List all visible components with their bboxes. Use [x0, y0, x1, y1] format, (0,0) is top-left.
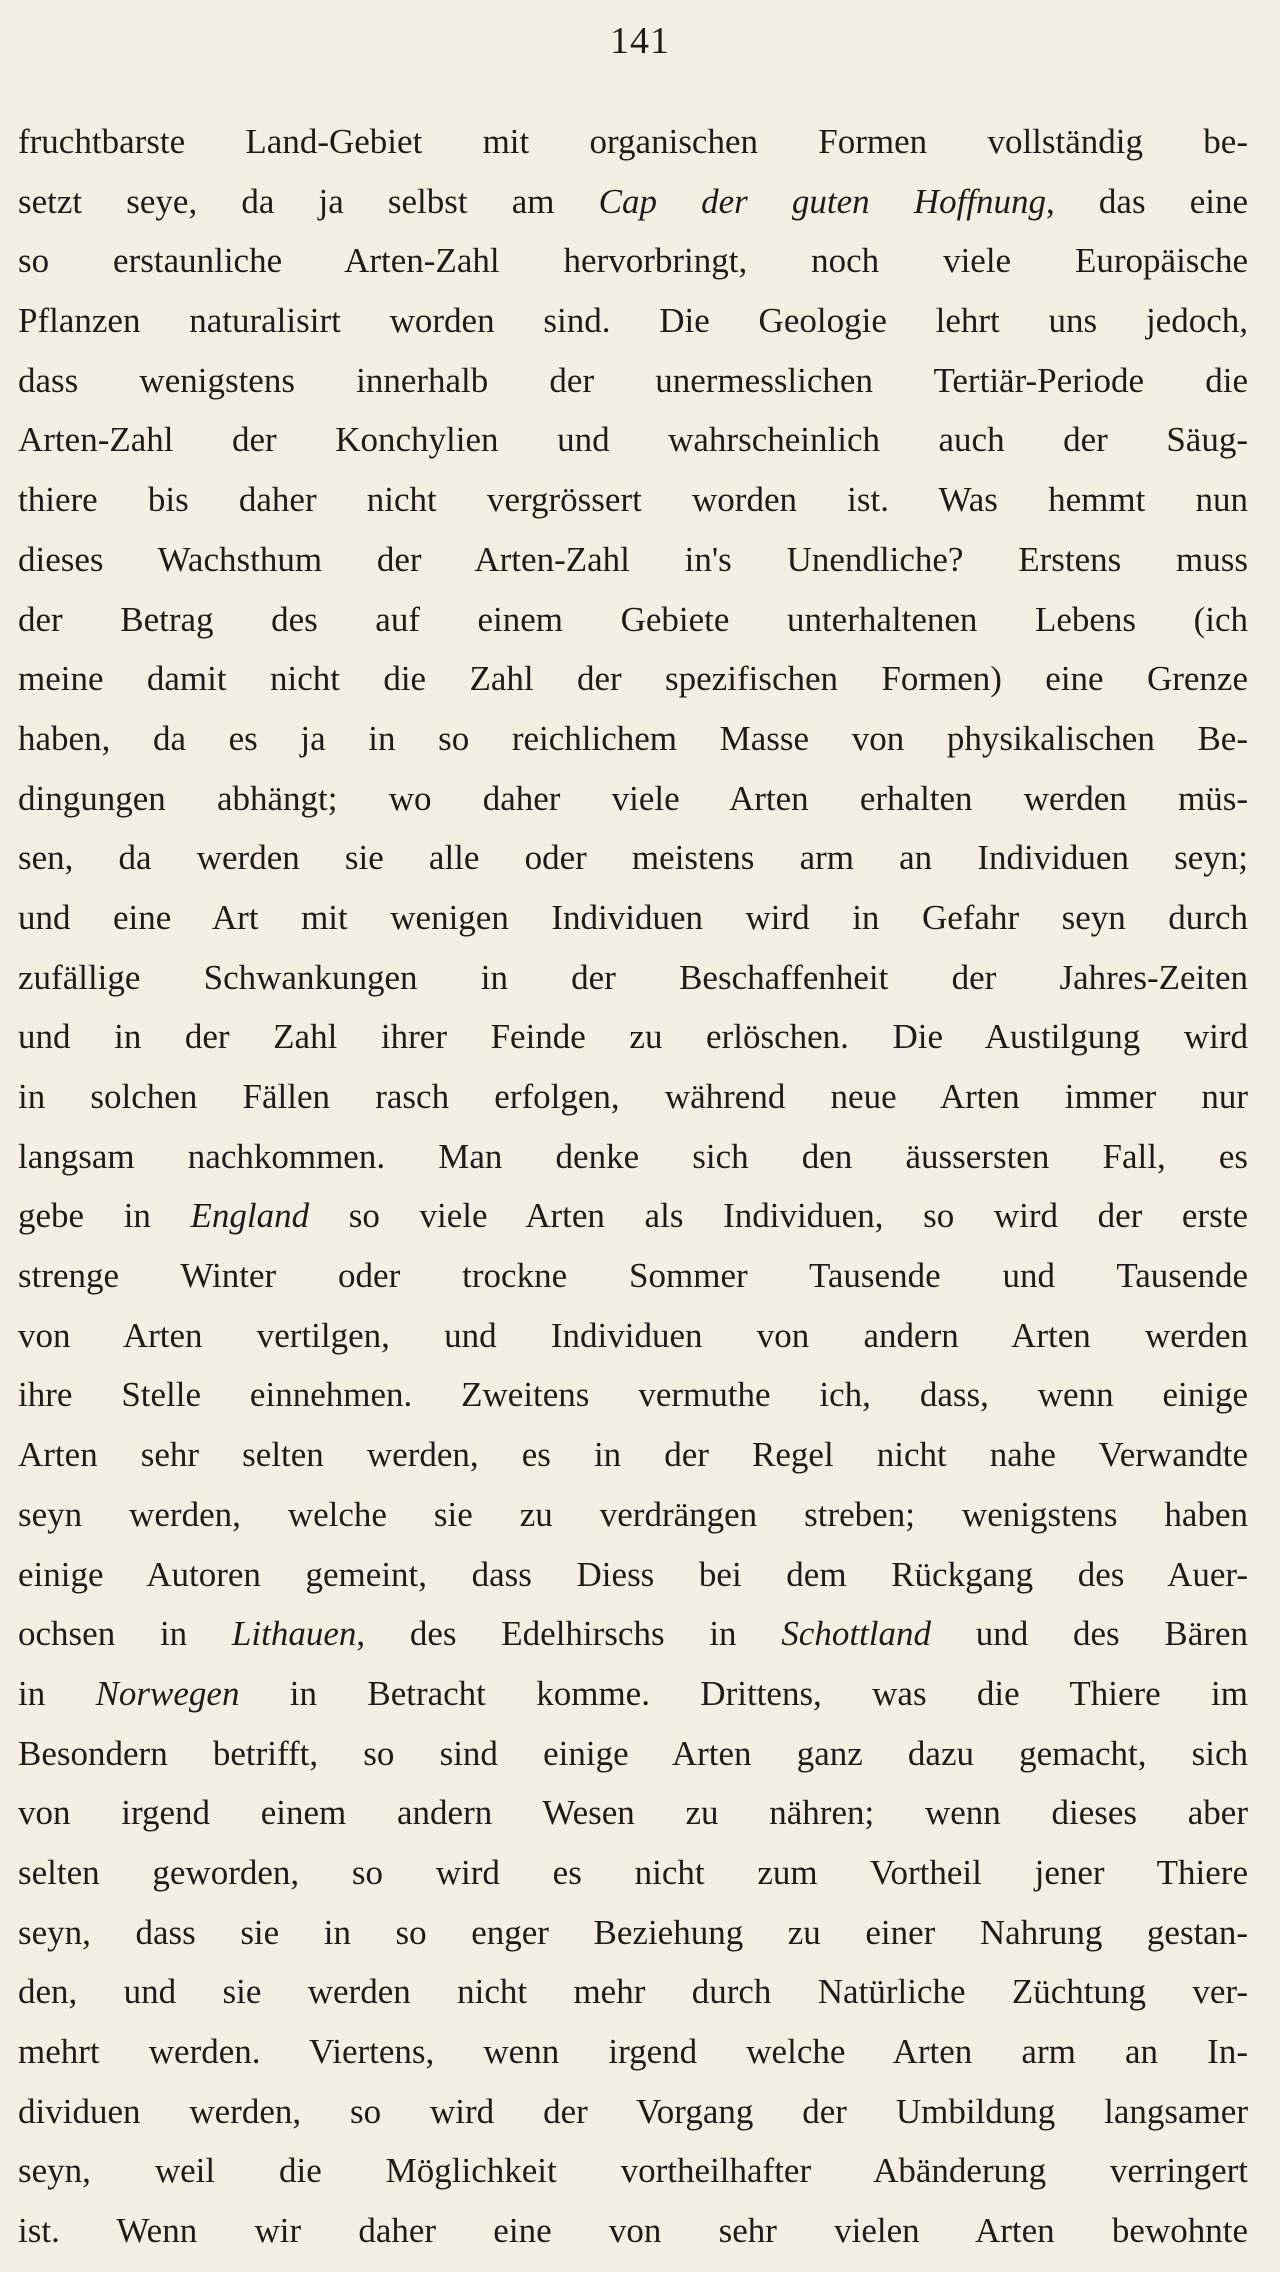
text-segment: setzt seye, da ja selbst am — [18, 181, 599, 221]
italic-phrase: Cap der guten Hoffnung — [598, 181, 1047, 221]
text-segment: seyn, dass sie in so enger Beziehung zu einer Nahrung gestan- — [18, 1912, 1248, 1952]
text-line — [18, 470, 1248, 530]
text-line — [18, 1903, 1248, 1963]
text-line — [18, 2022, 1248, 2082]
text-segment: dieses Wachsthum der Arten-Zahl in's Unendliche? Erstens muss — [18, 539, 1248, 579]
text-segment: mehrt werden. Viertens, wenn irgend welche Arten arm an In- — [18, 2032, 1248, 2071]
text-segment: strenge Winter oder trockne Sommer Tausende und Tausende — [18, 1256, 1248, 1296]
text-line — [18, 291, 1248, 351]
text-segment: in solchen Fällen rasch erfolgen, während neue Arten immer nur — [18, 1077, 1248, 1116]
italic-phrase: Schottland — [781, 1614, 932, 1654]
text-segment: so viele Arten als Individuen, so wird der erste — [309, 1196, 1248, 1236]
text-line — [18, 649, 1248, 709]
text-line — [18, 2201, 1248, 2261]
text-line — [18, 1545, 1248, 1605]
text-segment: zufällige Schwankungen in der Beschaffenheit der Jahres-Zeiten — [18, 957, 1248, 997]
text-line — [18, 1365, 1248, 1425]
italic-phrase: Norwegen — [95, 1673, 240, 1713]
text-line — [18, 769, 1248, 829]
text-segment: sen, da werden sie alle oder meistens arm an Individuen seyn; — [18, 838, 1248, 878]
text-line — [18, 1306, 1248, 1366]
text-segment: den, und sie werden nicht mehr durch Natürliche Züchtung ver- — [18, 1972, 1248, 2012]
text-segment: Besondern betrifft, so sind einige Arten ganz dazu gemacht, sich — [18, 1733, 1248, 1773]
text-segment: von irgend einem andern Wesen zu nähren; wenn dieses aber — [18, 1793, 1248, 1833]
text-segment: seyn werden, welche sie zu verdrängen streben; wenigstens haben — [18, 1494, 1248, 1534]
text-segment: , des Edelhirschs in — [356, 1614, 782, 1654]
text-segment: seyn, weil die Möglichkeit vortheilhafter Abänderung verringert — [18, 2151, 1248, 2191]
text-line — [18, 828, 1248, 888]
text-line — [18, 2082, 1248, 2142]
text-line — [18, 1007, 1248, 1067]
text-line — [18, 530, 1248, 590]
text-segment: Arten sehr selten werden, es in der Regel nicht nahe Verwandte — [18, 1435, 1248, 1475]
text-line — [18, 1783, 1248, 1843]
text-segment: dingungen abhängt; wo daher viele Arten erhalten werden müs- — [18, 778, 1248, 818]
text-segment: einige Autoren gemeint, dass Diess bei dem Rückgang des Auer- — [18, 1554, 1248, 1594]
text-line — [18, 1425, 1248, 1485]
text-line — [18, 1724, 1248, 1784]
text-line — [18, 888, 1248, 948]
text-segment: so erstaunliche Arten-Zahl hervorbringt, noch viele Europäische — [18, 241, 1248, 281]
text-segment: selten geworden, so wird es nicht zum Vortheil jener Thiere — [18, 1852, 1248, 1892]
text-line — [18, 1664, 1248, 1724]
text-segment: meine damit nicht die Zahl der spezifischen Formen) eine Grenze — [18, 659, 1248, 699]
text-segment: und des Bären — [931, 1614, 1248, 1654]
text-segment: in Betracht komme. Drittens, was die Thiere im — [239, 1673, 1248, 1713]
text-segment: und in der Zahl ihrer Feinde zu erlöschen. Die Austilgung wird — [18, 1017, 1248, 1057]
text-segment: ihre Stelle einnehmen. Zweitens vermuthe ich, dass, wenn einige — [18, 1375, 1248, 1415]
text-line — [18, 1246, 1248, 1306]
text-line — [18, 590, 1248, 650]
text-segment: von Arten vertilgen, und Individuen von andern Arten werden — [18, 1315, 1248, 1355]
text-segment: und eine Art mit wenigen Individuen wird in Gefahr seyn durch — [18, 897, 1248, 937]
italic-phrase: England — [190, 1196, 310, 1236]
text-segment: haben, da es ja in so reichlichem Masse von physikalischen Be- — [18, 718, 1248, 758]
text-segment: ochsen in — [18, 1614, 232, 1654]
italic-phrase: Lithauen — [231, 1614, 357, 1654]
text-segment: , das eine — [1046, 181, 1248, 221]
text-segment: thiere bis daher nicht vergrössert worden ist. Was hemmt nun — [18, 480, 1248, 520]
text-segment: Arten-Zahl der Konchylien und wahrscheinlich auch der Säug- — [18, 420, 1248, 460]
text-line — [18, 172, 1248, 232]
text-line — [18, 1604, 1248, 1664]
text-segment: ist. Wenn wir daher eine von sehr vielen Arten bewohnte — [18, 2211, 1248, 2251]
text-line — [18, 1127, 1248, 1187]
page-number: 141 — [610, 20, 670, 62]
text-segment: dass wenigstens innerhalb der unermesslichen Tertiär-Periode die — [18, 360, 1248, 400]
text-segment: langsam nachkommen. Man denke sich den äussersten Fall, es — [18, 1136, 1248, 1176]
text-line — [18, 351, 1248, 411]
text-segment: dividuen werden, so wird der Vorgang der Umbildung langsamer — [18, 2091, 1248, 2131]
text-segment: in — [18, 1673, 96, 1713]
text-line — [18, 1186, 1248, 1246]
text-segment: Pflanzen naturalisirt worden sind. Die Geologie lehrt uns jedoch, — [18, 301, 1248, 341]
body-text — [18, 112, 1248, 2261]
text-line — [18, 2141, 1248, 2201]
text-segment: gebe in — [18, 1196, 191, 1236]
text-line — [18, 948, 1248, 1008]
text-line — [18, 1962, 1248, 2022]
text-segment: der Betrag des auf einem Gebiete unterhaltenen Lebens (ich — [18, 599, 1248, 639]
text-line — [18, 1485, 1248, 1545]
text-segment: fruchtbarste Land-Gebiet mit organischen Formen vollständig be- — [18, 122, 1248, 161]
text-line — [18, 410, 1248, 470]
text-line — [18, 1067, 1248, 1127]
text-line — [18, 709, 1248, 769]
text-line — [18, 112, 1248, 172]
text-line — [18, 1843, 1248, 1903]
text-line — [18, 231, 1248, 291]
